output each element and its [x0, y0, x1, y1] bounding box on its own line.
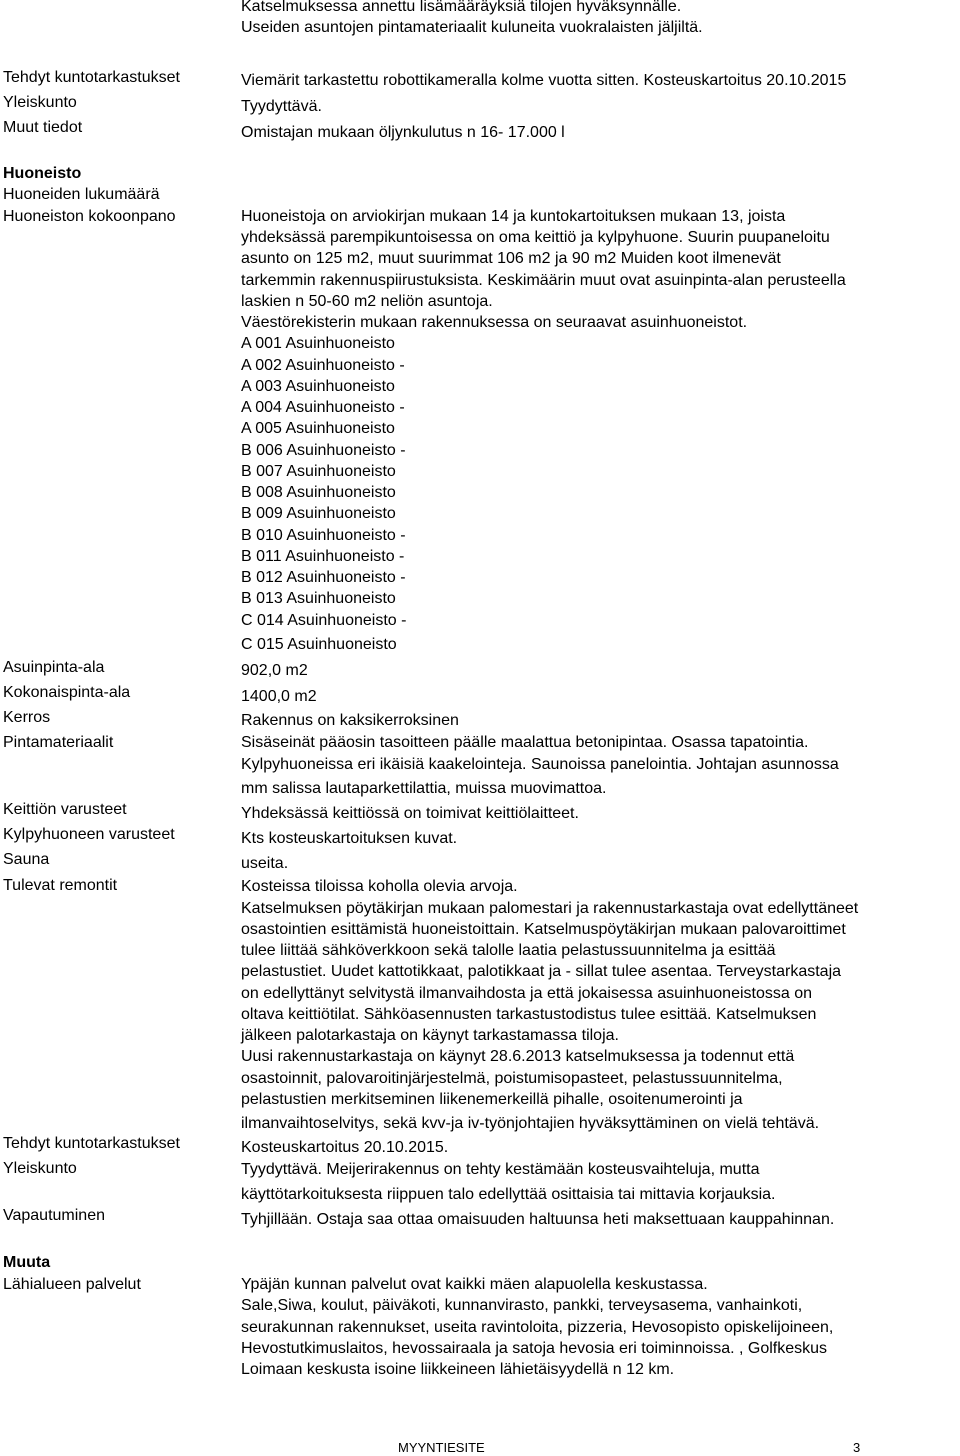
renovations-line: Uusi rakennustarkastaja on käynyt 28.6.2013 katselmuksessa ja todennut että [241, 1048, 795, 1065]
label-nearby-services: Lähialueen palvelut [3, 1276, 141, 1293]
unit-item: B 009 Asuinhuoneisto [241, 505, 396, 522]
value-living-area: 902,0 m2 [241, 662, 308, 679]
section-heading-other: Muuta [3, 1254, 51, 1271]
label-layout: Huoneiston kokoonpano [3, 208, 176, 225]
unit-item: B 011 Asuinhuoneisto - [241, 548, 405, 565]
value-inspections-2: Kosteuskartoitus 20.10.2015. [241, 1139, 449, 1156]
services-line: Loimaan keskusta isoine liikkeineen lähietäisyydellä n 12 km. [241, 1361, 675, 1378]
layout-line: yhdeksässä parempikuntoisessa on oma keittiö ja kylpyhuone. Suurin puupaneloitu [241, 229, 830, 246]
services-line: Ypäjän kunnan palvelut ovat kaikki mäen alapuolella keskustassa. [241, 1276, 708, 1293]
label-kitchen: Keittiön varusteet [3, 801, 127, 818]
surfaces-line: Sisäseinät pääosin tasoitteen päälle maalattua betonipintaa. Osassa tapatointia. [241, 734, 809, 751]
value-condition: Tyydyttävä. [241, 98, 322, 115]
services-line: Hevostutkimuslaitos, hevossairaala ja satoja hevosia eri toiminnoissa. , Golfkeskus [241, 1340, 828, 1357]
surfaces-line: mm salissa lautaparkettilattia, muissa muovimattoa. [241, 780, 607, 797]
renovations-line: jälkeen palotarkastaja on käynyt tarkastamassa tiloja. [241, 1027, 619, 1044]
top-line-2: Useiden asuntojen pintamateriaalit kuluneita vuokralaisten jäljiltä. [241, 19, 703, 36]
label-total-area: Kokonaispinta-ala [3, 684, 131, 701]
layout-line: tarkemmin rakennuspiirustuksista. Keskimäärin muut ovat asuinpinta-alan perusteella [241, 272, 846, 289]
value-vacancy: Tyhjillään. Ostaja saa ottaa omaisuuden haltuunsa heti maksettuaan kauppahinnan. [241, 1211, 835, 1228]
unit-item: B 007 Asuinhuoneisto [241, 463, 396, 480]
renovations-line: tulee liittää sähköverkkoon sekä talolle laatia pelastussuunnitelma ja esittää [241, 942, 776, 959]
layout-line: Väestörekisterin mukaan rakennuksessa on seuraavat asuinhuoneistot. [241, 314, 748, 331]
label-room-count: Huoneiden lukumäärä [3, 186, 160, 203]
label-inspections: Tehdyt kuntotarkastukset [3, 69, 180, 86]
unit-item: C 014 Asuinhuoneisto - [241, 612, 407, 629]
label-inspections-2: Tehdyt kuntotarkastukset [3, 1135, 180, 1152]
condition-line: käyttötarkoituksesta riippuen talo edellyttää osittaisia tai mittavia korjauksia. [241, 1186, 776, 1203]
label-renovations: Tulevat remontit [3, 877, 118, 894]
renovations-line: pelastustiet. Uudet kattotikkaat, palotikkaat ja - sillat tulee asentaa. Terveystarkastaja [241, 963, 842, 980]
label-sauna: Sauna [3, 851, 50, 868]
value-other-info: Omistajan mukaan öljynkulutus n 16- 17.000 l [241, 124, 565, 141]
renovations-line: ilmanvaihtoselvitys, sekä kvv-ja iv-työnjohtajien hyväksyttäminen on vielä tehtävä. [241, 1115, 820, 1132]
unit-item: A 001 Asuinhuoneisto [241, 335, 395, 352]
renovations-line: osastointien esittämistä huoneistoittain. Katselmuspöytäkirjan mukaan palovaroittimet [241, 921, 846, 938]
value-inspections: Viemärit tarkastettu robottikameralla kolme vuotta sitten. Kosteuskartoitus 20.10.2015 [241, 72, 847, 89]
services-line: Sale,Siwa, koulut, päiväkoti, kunnanvirasto, pankki, terveysasema, vanhainkoti, [241, 1297, 803, 1314]
value-kitchen: Yhdeksässä keittiössä on toimivat keittiölaitteet. [241, 805, 579, 822]
layout-line: Huoneistoja on arviokirjan mukaan 14 ja kuntokartoituksen mukaan 13, joista [241, 208, 786, 225]
label-other-info: Muut tiedot [3, 119, 83, 136]
value-bathroom: Kts kosteuskartoituksen kuvat. [241, 830, 458, 847]
unit-item: B 006 Asuinhuoneisto - [241, 442, 406, 459]
layout-line: asunto on 125 m2, muut suurimmat 106 m2 ja 90 m2 Muiden koot ilmenevät [241, 250, 781, 267]
unit-item: A 002 Asuinhuoneisto - [241, 357, 405, 374]
unit-item: A 003 Asuinhuoneisto [241, 378, 395, 395]
renovations-line: on edellyttänyt selvitystä ilmanvaihdosta ja että jokaisessa asuinhuoneistossa on [241, 985, 812, 1002]
unit-item: C 015 Asuinhuoneisto [241, 636, 397, 653]
unit-item: B 008 Asuinhuoneisto [241, 484, 396, 501]
value-sauna: useita. [241, 855, 289, 872]
label-living-area: Asuinpinta-ala [3, 659, 105, 676]
layout-line: laskien n 50-60 m2 neliön asuntoja. [241, 293, 493, 310]
label-bathroom: Kylpyhuoneen varusteet [3, 826, 175, 843]
condition-line: Tyydyttävä. Meijerirakennus on tehty kestämään kosteusvaihteluja, mutta [241, 1161, 760, 1178]
label-surfaces: Pintamateriaalit [3, 734, 114, 751]
unit-item: B 010 Asuinhuoneisto - [241, 527, 406, 544]
renovations-line: osastoinnit, palovaroitinjärjestelmä, poistumisopasteet, pelastussuunnitelma, [241, 1070, 783, 1087]
label-condition: Yleiskunto [3, 94, 77, 111]
section-heading-apartment: Huoneisto [3, 165, 82, 182]
renovations-line: Kosteissa tiloissa koholla olevia arvoja. [241, 878, 518, 895]
surfaces-line: Kylpyhuoneissa eri ikäisiä kaakelointeja. Saunoissa panelointia. Johtajan asunnossa [241, 756, 839, 773]
label-vacancy: Vapautuminen [3, 1207, 105, 1224]
unit-item: A 004 Asuinhuoneisto - [241, 399, 405, 416]
footer-label: MYYNTIESITE [398, 1440, 485, 1455]
unit-item: B 013 Asuinhuoneisto [241, 590, 396, 607]
renovations-line: oltava keittiötilat. Sähköasennusten tarkastustodistus tulee esittää. Katselmuksen [241, 1006, 817, 1023]
unit-item: A 005 Asuinhuoneisto [241, 420, 395, 437]
label-condition-2: Yleiskunto [3, 1160, 77, 1177]
renovations-line: Katselmuksen pöytäkirjan mukaan palomestari ja rakennustarkastaja ovat edellyttäneet [241, 900, 859, 917]
top-line-1: Katselmuksessa annettu lisämääräyksiä tilojen hyväksynnälle. [241, 0, 682, 15]
value-total-area: 1400,0 m2 [241, 688, 317, 705]
renovations-line: pelastustien merkitseminen liikenemerkeillä pihalle, osoitenumerointi ja [241, 1091, 743, 1108]
value-floors: Rakennus on kaksikerroksinen [241, 712, 459, 729]
label-floors: Kerros [3, 709, 51, 726]
services-line: seurakunnan rakennukset, useita ravintoloita, pizzeria, Hevosopisto opiskelijoineen, [241, 1319, 834, 1336]
unit-item: B 012 Asuinhuoneisto - [241, 569, 406, 586]
page-number: 3 [853, 1440, 861, 1455]
